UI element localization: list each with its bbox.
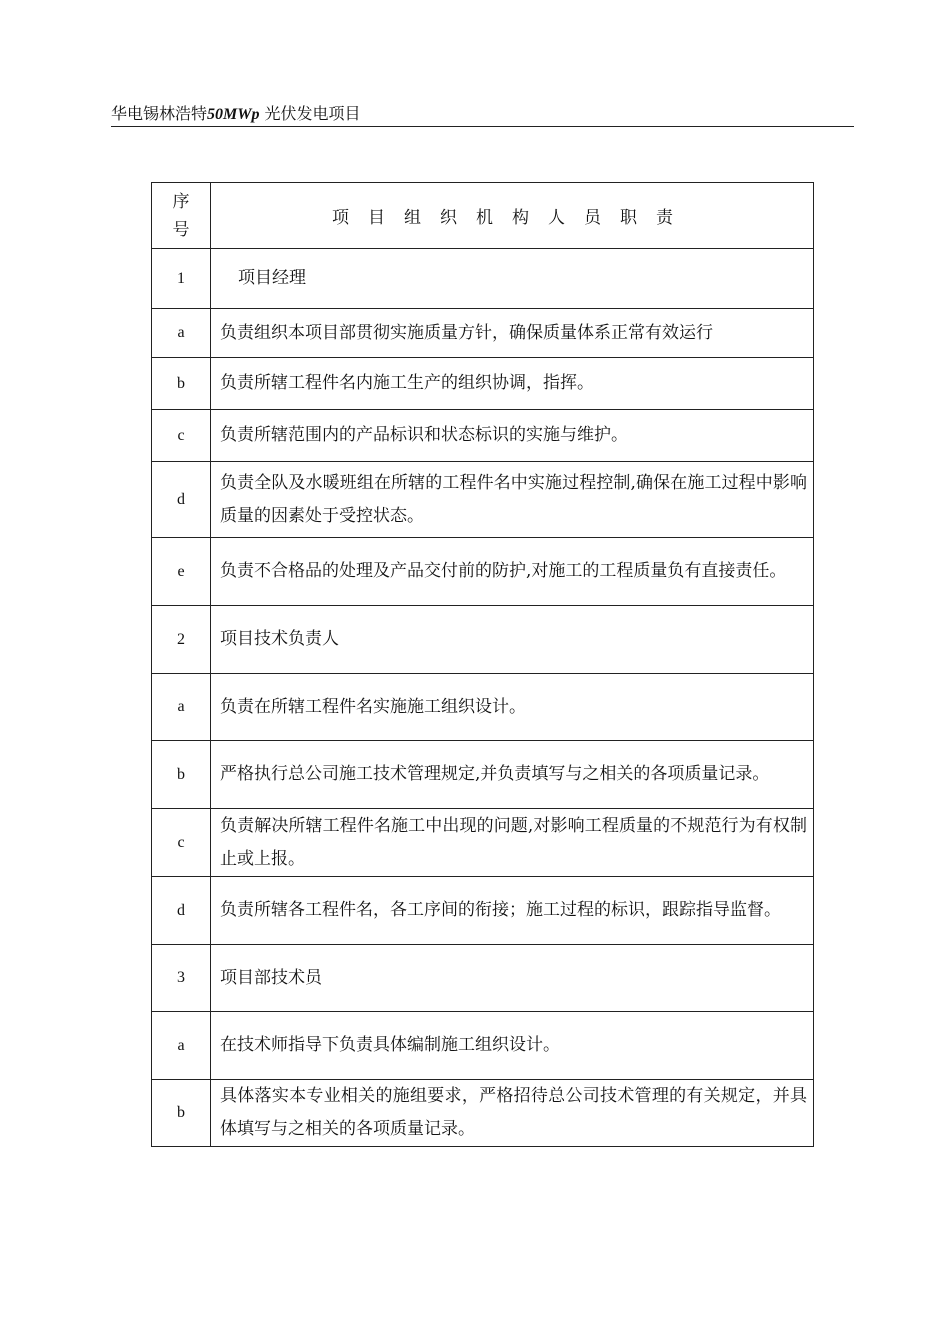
column-header-number [152, 183, 211, 249]
row-text: 负责所辖范围内的产品标识和状态标识的实施与维护。 [211, 410, 814, 462]
table-title: 项目组织机构人员职责 [211, 183, 814, 249]
row-text: 负责解决所辖工程件名施工中出现的问题,对影响工程质量的不规范行为有权制止或上报。 [211, 809, 814, 877]
header-title-capacity: 50MWp [207, 106, 260, 123]
row-number: a [152, 309, 211, 358]
row-text: 具体落实本专业相关的施组要求，严格招待总公司技术管理的有关规定，并具体填写与之相关的各项质量记录。 [211, 1080, 814, 1147]
column-header-number-line2: 号 [172, 219, 190, 239]
responsibility-table [151, 182, 814, 1147]
table-row [152, 538, 814, 606]
row-number: c [152, 410, 211, 462]
column-header-number-line1: 序 [172, 191, 190, 211]
table-row [152, 674, 814, 741]
row-number: a [152, 674, 211, 741]
table-row [152, 309, 814, 358]
row-number: b [152, 358, 211, 410]
table-row [152, 1012, 814, 1080]
page-header [111, 102, 854, 126]
section-title: 项目经理 [211, 249, 814, 309]
row-number: d [152, 877, 211, 945]
table-row [152, 1080, 814, 1147]
section-row [152, 606, 814, 674]
row-number: d [152, 462, 211, 538]
row-number: 2 [152, 606, 211, 674]
row-number: 3 [152, 945, 211, 1012]
row-text: 负责全队及水暖班组在所辖的工程件名中实施过程控制,确保在施工过程中影响质量的因素处于受控状态。 [211, 462, 814, 538]
row-number: 1 [152, 249, 211, 309]
section-row [152, 945, 814, 1012]
row-text: 在技术师指导下负责具体编制施工组织设计。 [211, 1012, 814, 1080]
row-text: 负责所辖工程件名内施工生产的组织协调，指挥。 [211, 358, 814, 410]
section-title: 项目部技术员 [211, 945, 814, 1012]
header-title-prefix: 华电锡林浩特 [111, 104, 208, 123]
row-text: 负责所辖各工程件名，各工序间的衔接；施工过程的标识，跟踪指导监督。 [211, 877, 814, 945]
table-row [152, 358, 814, 410]
row-text: 负责不合格品的处理及产品交付前的防护,对施工的工程质量负有直接责任。 [211, 538, 814, 606]
row-number: a [152, 1012, 211, 1080]
row-text: 严格执行总公司施工技术管理规定,并负责填写与之相关的各项质量记录。 [211, 741, 814, 809]
header-rule [111, 126, 854, 127]
table-row [152, 410, 814, 462]
section-row [152, 249, 814, 309]
row-number: e [152, 538, 211, 606]
table-row [152, 877, 814, 945]
table-row [152, 741, 814, 809]
row-number: b [152, 1080, 211, 1147]
row-number: c [152, 809, 211, 877]
row-text: 负责组织本项目部贯彻实施质量方针，确保质量体系正常有效运行 [211, 309, 814, 358]
table-header-row [152, 183, 814, 249]
table-row [152, 809, 814, 877]
row-text: 负责在所辖工程件名实施施工组织设计。 [211, 674, 814, 741]
header-title-suffix: 光伏发电项目 [259, 104, 361, 123]
row-number: b [152, 741, 211, 809]
table-row [152, 462, 814, 538]
section-title: 项目技术负责人 [211, 606, 814, 674]
